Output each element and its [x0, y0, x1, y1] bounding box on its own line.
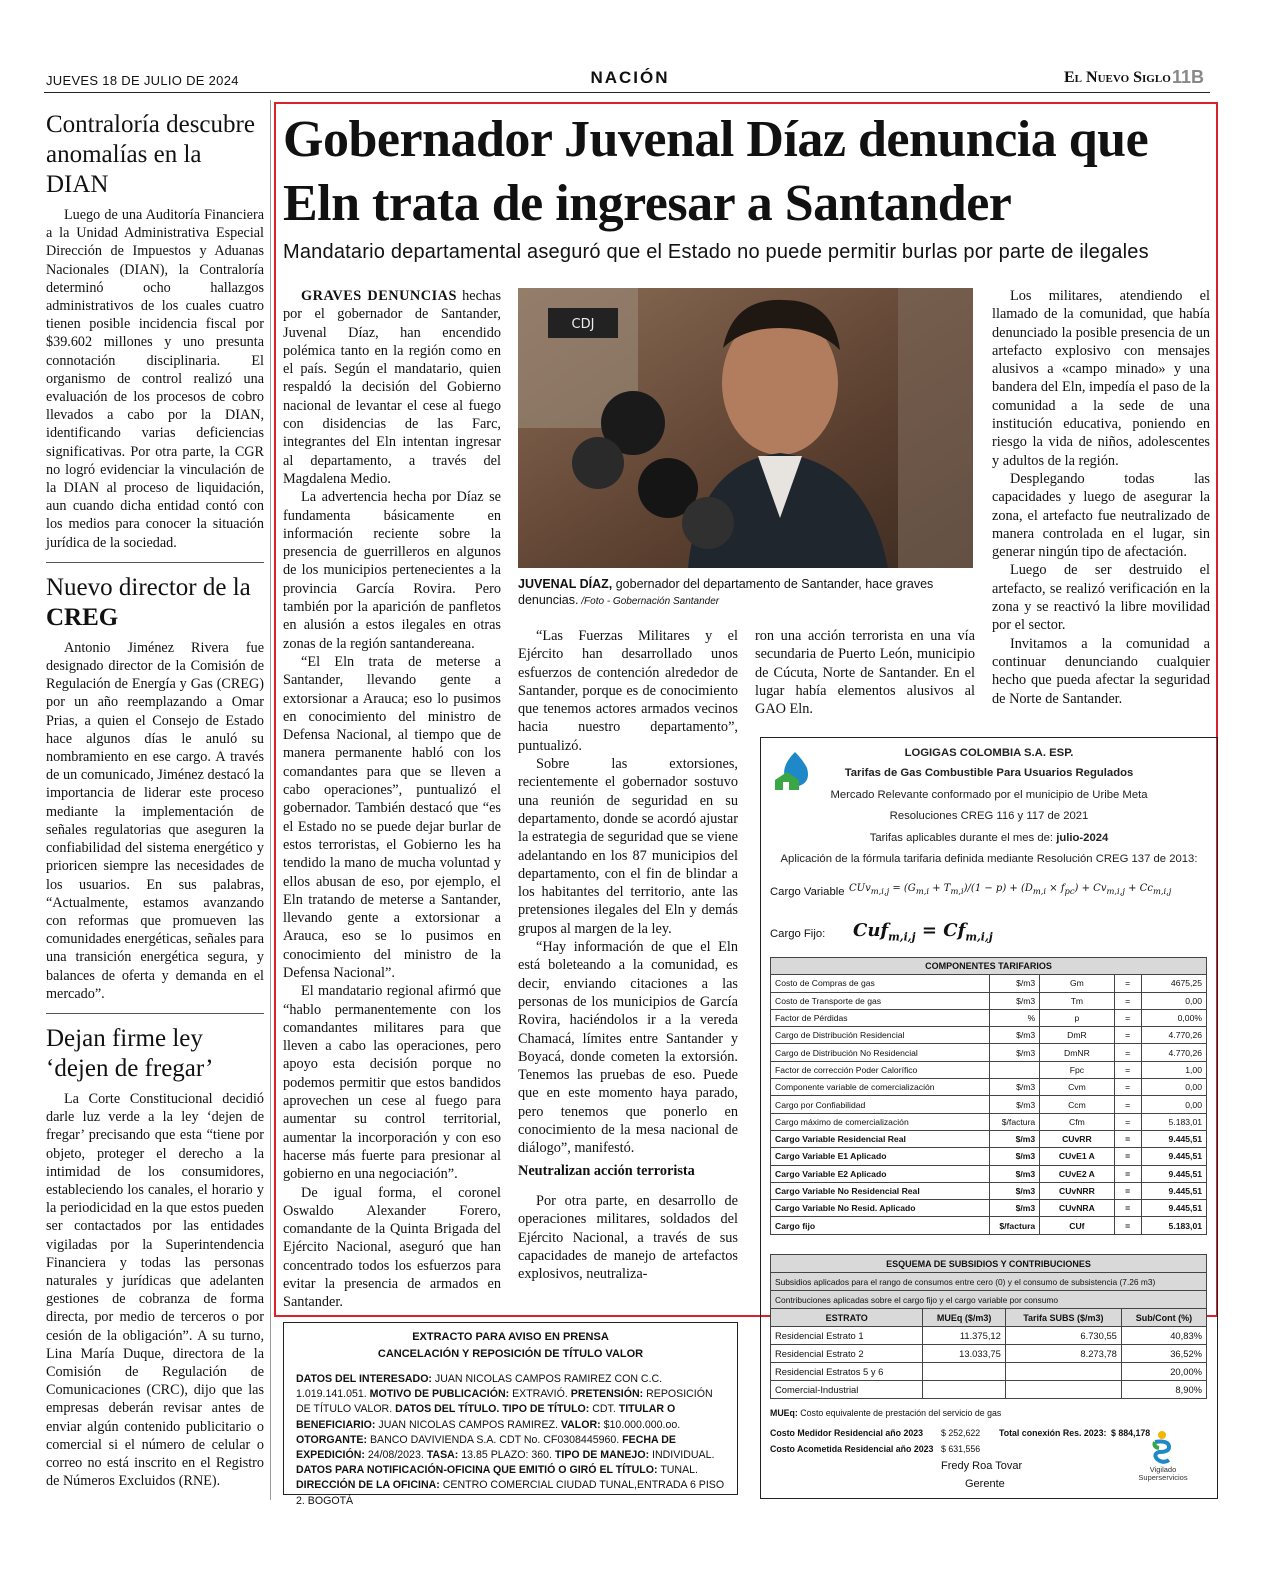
component-symbol: CUf	[1040, 1217, 1114, 1234]
component-name: Cargo de Distribución No Residencial	[771, 1044, 990, 1061]
column-rule	[270, 100, 271, 1500]
component-unit: $/m3	[990, 1027, 1040, 1044]
subsidy-estrato: Residencial Estrato 2	[771, 1345, 923, 1363]
subsidy-mueq	[923, 1381, 1005, 1399]
component-symbol: CUvRR	[1040, 1130, 1114, 1147]
component-value: 0,00	[1141, 1096, 1206, 1113]
component-symbol: CUvE2 A	[1040, 1165, 1114, 1182]
table-row	[771, 1217, 1207, 1234]
subsidy-estrato: Comercial-Industrial	[771, 1381, 923, 1399]
table-row	[771, 1027, 1207, 1044]
article-column-1	[283, 287, 501, 1312]
article-paragraph: Por otra parte, en desarrollo de operaciones militares, soldados del Ejército Nacional, a través de sus capacidades de manejo de artefactos explosivos, neutraliza-	[518, 1192, 738, 1283]
notice-field-value: REPOSICIÓN DE TÍTULO VALOR.	[296, 1388, 713, 1416]
article-paragraph: Desplegando todas las capacidades y luego de asegurar la zona, el artefacto fue neutralizado de manera controlada en el lugar, sin generar ningún tipo de afectación.	[992, 470, 1210, 561]
notice-field-label: OTORGANTE:	[296, 1433, 368, 1446]
superservicios-label: Vigilado Superservicios	[1138, 1465, 1188, 1482]
component-name: Cargo máximo de comercialización	[771, 1113, 990, 1130]
article-paragraph: El mandatario regional afirmó que “hablo permanentemente con los comandantes militares para que lleven a cabo las operaciones, pero apoyo esta decisión porque no podemos permitir que estos bandidos aprovechen un cese al fuego para aumentar su control territorial, aumentar la incorporación y con eso hacerse más fuerte para presionar al gobierno en una negociación”.	[283, 983, 501, 1183]
subsidy-percent: 36,52%	[1121, 1345, 1206, 1363]
notice-body	[296, 1372, 725, 1509]
component-equals: =	[1114, 1200, 1141, 1217]
article-subtitle: Mandatario departamental aseguró que el Estado no puede permitir burlas por parte de ilegales	[283, 241, 1149, 263]
subsidy-percent: 20,00%	[1121, 1363, 1206, 1381]
notice-field-value: BANCO DAVIVIENDA S.A. CDT No. CF0308445960.	[367, 1433, 623, 1446]
article-column-4	[992, 287, 1210, 708]
component-value: 5.183,01	[1141, 1113, 1206, 1130]
tariff-heading: Tarifas de Gas Combustible Para Usuarios Regulados	[844, 767, 1134, 779]
newspaper-name: El Nuevo Siglo	[1064, 69, 1171, 86]
table-header-row	[771, 1255, 1207, 1273]
component-value: 9.445,51	[1141, 1200, 1206, 1217]
article-paragraph: “Hay información de que el Eln está boleteando a la comunidad, es decir, enviando citaciones a las personas de los municipios de García Rovira, haciéndolos ir a la vereda Chamacá, límites entre Santander y Boyacá, donde cometen la extorsión. Tenemos las pruebas de eso. Puede que en este momento haya parado, pero tenemos que ponerlo en conocimiento de la mesa nacional de diálogo”, manifestó.	[518, 939, 738, 1157]
notice-field-label: TITULAR O BENEFICIARIO:	[296, 1403, 676, 1431]
table-row	[771, 992, 1207, 1009]
notice-field-value: EXTRAVIÓ.	[509, 1388, 571, 1401]
article-title: Gobernador Juvenal Díaz denuncia que Eln trata de ingresar a Santander	[283, 111, 1149, 232]
notice-field-value: $10.000.000.oo.	[600, 1418, 681, 1431]
story-headline: Dejan firme ley ‘dejen de fregar’	[46, 1024, 214, 1082]
cargo-fijo-label: Cargo Fijo:	[770, 928, 826, 940]
notice-field-value: TUNAL.	[657, 1464, 698, 1477]
column-header: Sub/Cont (%)	[1121, 1309, 1206, 1327]
table-row	[771, 1148, 1207, 1165]
costo-acometida-label: Costo Acometida Residencial año 2023	[770, 1444, 934, 1454]
component-unit	[990, 1061, 1040, 1078]
article-paragraph: ron una acción terrorista en una vía secundaria de Puerto León, municipio de Cúcuta, Norte de Santander. En el lugar había elementos alusivos al GAO Eln.	[755, 628, 975, 718]
subsidy-mueq	[923, 1363, 1005, 1381]
subsidies-table	[770, 1254, 1207, 1399]
component-equals: =	[1114, 1165, 1141, 1182]
notice-field-label: TASA:	[426, 1449, 459, 1462]
notice-title: EXTRACTO PARA AVISO EN PRENSA	[412, 1331, 609, 1343]
component-symbol: CUvE1 A	[1040, 1148, 1114, 1165]
article-paragraph: De igual forma, el coronel Oswaldo Alexander Forero, comandante de la Quinta Brigada del Ejército Nacional, aseguró que han concentrado todos los esfuerzos para evitar la presencia de armados en Santander.	[283, 1184, 501, 1311]
component-unit: $/m3	[990, 1182, 1040, 1199]
story-paragraph: La Corte Constitucional decidió darle luz verde a la ley ‘dejen de fregar’ precisando que esta “tiene por objeto, proteger el derecho a la intimidad de los consumidores, estableciendo los canales, el horario y la periodicidad en la que estos pueden ser contactados por las entidades vigiladas por la Superintendencia Financiera y todas las personas naturales y jurídicas que adelanten gestiones de cobranza de forma directa, por medio de terceros o por cesión de la obligación”. A su turno, Lina María Duque, directora de la Comisión de Regulación de Comunicaciones (CRC), dijo que las empresas deberán revisar antes de enviar algún contenido publicitario o comercial si el número de celular o correo no está inscrito en el Registro de Números Excluidos (RNE).	[46, 1090, 264, 1490]
component-value: 9.445,51	[1141, 1165, 1206, 1182]
component-equals: =	[1114, 1079, 1141, 1096]
table-row	[771, 1061, 1207, 1078]
subsidy-tarifa	[1005, 1381, 1121, 1399]
subsidy-estrato: Residencial Estrato 1	[771, 1327, 923, 1345]
column-header: Tarifa SUBS ($/m3)	[1005, 1309, 1121, 1327]
signer-name: Fredy Roa Tovar	[941, 1460, 1023, 1472]
notice-field-label: MOTIVO DE PUBLICACIÓN:	[369, 1388, 510, 1401]
component-equals: =	[1114, 1148, 1141, 1165]
subsidy-mueq: 13.033,75	[923, 1345, 1005, 1363]
tariff-company: LOGIGAS COLOMBIA S.A. ESP.	[904, 747, 1074, 759]
governor-photo-illustration	[518, 288, 973, 568]
component-name: Costo de Compras de gas	[771, 975, 990, 992]
component-equals: =	[1114, 1061, 1141, 1078]
component-equals: =	[1114, 975, 1141, 992]
component-name: Cargo Variable E2 Aplicado	[771, 1165, 990, 1182]
column-header: ESTRATO	[771, 1309, 923, 1327]
component-name: Cargo Variable No Resid. Aplicado	[771, 1200, 990, 1217]
tariff-formula-note: Aplicación de la fórmula tarifaria definida mediante Resolución CREG 137 de 2013:	[780, 853, 1198, 865]
component-equals: =	[1114, 1130, 1141, 1147]
component-unit: $/m3	[990, 1148, 1040, 1165]
component-symbol: DmNR	[1040, 1044, 1114, 1061]
table-row	[771, 1130, 1207, 1147]
notice-field-label: PRETENSIÓN:	[570, 1388, 644, 1401]
component-value: 0,00%	[1141, 1009, 1206, 1026]
mic-label: CDJ	[571, 317, 595, 332]
subsidies-note: Subsidios aplicados para el rango de consumos entre cero (0) y el consumo de subsistencia (7.26 m3)	[771, 1273, 1207, 1291]
notice-field-label: VALOR:	[560, 1418, 601, 1431]
component-unit: $/m3	[990, 1096, 1040, 1113]
component-name: Factor de Pérdidas	[771, 1009, 990, 1026]
components-table	[770, 957, 1207, 1235]
component-value: 9.445,51	[1141, 1148, 1206, 1165]
component-name: Cargo por Confiabilidad	[771, 1096, 990, 1113]
article-column-2	[518, 627, 738, 1283]
component-value: 4.770,26	[1141, 1044, 1206, 1061]
photo-credit: /Foto - Gobernación Santander	[578, 596, 720, 607]
component-value: 4675,25	[1141, 975, 1206, 992]
column-header: MUEq ($/m3)	[923, 1309, 1005, 1327]
table-row	[771, 1165, 1207, 1182]
costo-medidor-label: Costo Medidor Residencial año 2023	[770, 1428, 924, 1438]
component-name: Cargo Variable E1 Aplicado	[771, 1148, 990, 1165]
component-unit: $/m3	[990, 975, 1040, 992]
component-value: 5.183,01	[1141, 1217, 1206, 1234]
costo-acometida-value: $ 631,556	[941, 1444, 981, 1454]
table-row	[771, 1381, 1207, 1399]
article-paragraph: Invitamos a la comunidad a continuar denunciando cualquier hecho que pueda afectar la seguridad de Norte de Santander.	[992, 635, 1210, 707]
subsidy-estrato: Residencial Estratos 5 y 6	[771, 1363, 923, 1381]
component-symbol: Ccm	[1040, 1096, 1114, 1113]
subsidy-tarifa: 8.273,78	[1005, 1345, 1121, 1363]
table-header-row	[771, 1309, 1207, 1327]
component-symbol: Tm	[1040, 992, 1114, 1009]
story-paragraph: Antonio Jiménez Rivera fue designado director de la Comisión de Regulación de Energía y Gas (CREG) por un año reemplazando a Omar Prias, a quien el Consejo de Estado hace algunos días le anuló su nombramiento en ese cargo. A través de un comunicado, Jiménez destacó la importancia de liderar este proceso mediante la implementación de señales regulatorias que aseguren la confiabilidad del sistema energético y prioricen siempre las necesidades de los usuarios. En sus palabras, “Actualmente, estamos avanzando con reformas que promueven las comunidades energéticas, señales para una transición energética segura, y balances de oferta y demanda en el mercado”.	[46, 639, 264, 1002]
signer-role: Gerente	[965, 1478, 1005, 1490]
component-name: Componente variable de comercialización	[771, 1079, 990, 1096]
article-paragraph: Sobre las extorsiones, recientemente el gobernador sostuvo una reunión de seguridad en su departamento, donde se acordó ajustar la estrategia de seguridad que se viene adelantando en los 87 municipios del departamento, con el fin de blindar a los habitantes del territorio, ante las pretensiones ilegales del Eln y demás grupos al margen de la ley.	[518, 756, 738, 937]
issue-date: JUEVES 18 DE JULIO DE 2024	[46, 73, 239, 88]
mueq-note: MUEq: Costo equivalente de prestación del servicio de gas	[770, 1408, 1002, 1418]
component-equals: =	[1114, 1217, 1141, 1234]
component-equals: =	[1114, 992, 1141, 1009]
subsidy-tarifa: 6.730,55	[1005, 1327, 1121, 1345]
notice-field-label: DATOS PARA NOTIFICACIÓN-OFICINA QUE EMITIÓ O GIRÓ EL TÍTULO:	[296, 1464, 658, 1477]
table-row	[771, 1291, 1207, 1309]
tariff-resolutions: Resoluciones CREG 116 y 117 de 2021	[889, 810, 1089, 822]
header-rule	[44, 92, 1210, 93]
component-unit: $/m3	[990, 1079, 1040, 1096]
cargo-fijo-formula: $Cuf_{m,i,j} = Cf_{m,i,j}$	[853, 920, 993, 944]
story-divider	[46, 1013, 264, 1014]
component-equals: =	[1114, 1009, 1141, 1026]
notice-field-value: INDIVIDUAL.	[649, 1449, 715, 1462]
article-paragraph: GRAVES DENUNCIAS hechas por el gobernador de Santander, Juvenal Díaz, han encendido polémica tanto en la región como en el país. Según el mandatario, quien respaldó la decisión del Gobierno nacional de levantar el cese al fuego con disidencias de las Farc, integrantes del Eln intentan ingresar al departamento, a través del Magdalena Medio.	[283, 288, 502, 487]
notice-subtitle: CANCELACIÓN Y REPOSICIÓN DE TÍTULO VALOR	[377, 1348, 644, 1360]
costo-medidor-value: $ 252,622	[941, 1428, 981, 1438]
component-unit: $/factura	[990, 1217, 1040, 1234]
subsidy-percent: 40,83%	[1121, 1327, 1206, 1345]
component-equals: =	[1114, 1096, 1141, 1113]
component-symbol: Cfm	[1040, 1113, 1114, 1130]
photo-caption: JUVENAL DÍAZ, gobernador del departamento de Santander, hace graves denuncias. /Foto - Gobernación Santander	[518, 577, 934, 607]
component-equals: =	[1114, 1027, 1141, 1044]
component-symbol: Gm	[1040, 975, 1114, 992]
component-name: Cargo fijo	[771, 1217, 990, 1234]
subsidies-title: ESQUEMA DE SUBSIDIOS Y CONTRIBUCIONES	[771, 1255, 1207, 1273]
table-row	[771, 1363, 1207, 1381]
component-value: 9.445,51	[1141, 1182, 1206, 1199]
story-headline: Nuevo director de la CREG	[46, 573, 251, 631]
component-symbol: CUvNRA	[1040, 1200, 1114, 1217]
table-row	[771, 1200, 1207, 1217]
component-unit: $/factura	[990, 1113, 1040, 1130]
table-header-row	[771, 958, 1207, 975]
article-paragraph: Los militares, atendiendo el llamado de la comunidad, que había denunciado la posible presencia de un artefacto explosivo con mensajes alusivos a «campo minado» y una bandera del Eln, impedía el paso de la comunidad a la sede de una institución educativa, poniendo en riesgo la vida de niños, adolescentes y adultos de la región.	[992, 288, 1210, 469]
table-row	[771, 1273, 1207, 1291]
notice-field-label: FECHA DE EXPEDICIÓN:	[296, 1433, 676, 1462]
components-title: COMPONENTES TARIFARIOS	[771, 958, 1207, 975]
cargo-variable-formula: $CUv_{m,i,j} = (G_{m,i} + T_{m,i})/(1 - p) + (D_{m,i} \times f_{pc}) + Cv_{m,i,j} + Cc_{m,i,j}$	[849, 883, 1172, 896]
table-row	[771, 1327, 1207, 1345]
article-paragraph: Luego de ser destruido el artefacto, se realizó verificación en la zona y se reactivó la libre movilidad por el sector.	[992, 562, 1210, 634]
component-unit: %	[990, 1009, 1040, 1026]
component-name: Factor de corrección Poder Calorífico	[771, 1061, 990, 1078]
notice-field-label: DATOS DEL INTERESADO:	[296, 1373, 432, 1385]
component-unit: $/m3	[990, 1200, 1040, 1217]
component-symbol: Fpc	[1040, 1061, 1114, 1078]
component-value: 4.770,26	[1141, 1027, 1206, 1044]
page-number: 11B	[1172, 67, 1205, 87]
sidebar	[46, 110, 264, 1490]
superservicios-logo-icon	[1151, 1430, 1173, 1464]
component-symbol: DmR	[1040, 1027, 1114, 1044]
tariff-market: Mercado Relevante conformado por el municipio de Uribe Meta	[830, 789, 1148, 801]
story-divider	[46, 562, 264, 563]
table-row	[771, 1096, 1207, 1113]
component-unit: $/m3	[990, 1165, 1040, 1182]
component-name: Costo de Transporte de gas	[771, 992, 990, 1009]
notice-field-value: 24/08/2023.	[364, 1449, 427, 1462]
table-row	[771, 1345, 1207, 1363]
article-lead: GRAVES DENUNCIAS	[301, 288, 457, 304]
component-name: Cargo Variable Residencial Real	[771, 1130, 990, 1147]
section-name: NACIÓN	[590, 68, 670, 87]
component-equals: =	[1114, 1044, 1141, 1061]
component-name: Cargo Variable No Residencial Real	[771, 1182, 990, 1199]
tariff-notice	[760, 737, 1218, 1499]
component-unit: $/m3	[990, 1044, 1040, 1061]
component-name: Cargo de Distribución Residencial	[771, 1027, 990, 1044]
notice-field-label: TIPO DE MANEJO:	[554, 1449, 650, 1462]
component-unit: $/m3	[990, 992, 1040, 1009]
notice-field-value: CDT.	[589, 1403, 619, 1416]
subsidies-note: Contribuciones aplicadas sobre el cargo fijo y el cargo variable por consumo	[771, 1291, 1207, 1309]
cargo-variable-label: Cargo Variable	[770, 886, 845, 898]
subsidy-tarifa	[1005, 1363, 1121, 1381]
notice-field-value: JUAN NICOLAS CAMPOS RAMIREZ.	[375, 1418, 561, 1431]
table-row	[771, 1079, 1207, 1096]
notice-field-label: DIRECCIÓN DE LA OFICINA:	[296, 1479, 440, 1492]
story-paragraph: Luego de una Auditoría Financiera a la Unidad Administrativa Especial Dirección de Impuestos y Aduanas Nacionales (DIAN), la Contraloría determinó ocho hallazgos administrativos de los cuales cuatro tienen posible incidencia fiscal por $39.602 millones y uno presunta connotación disciplinaria. El organismo de control realizó una evaluación de los procesos de cobro llevados a cabo por la DIAN, identificando varias deficiencias significativas. Por otra parte, la CGR no logró evidenciar la vinculación de la DIAN al proceso de liquidación, aun cuando dicha entidad contó con los medios para conocer la situación jurídica de la sociedad.	[46, 207, 264, 551]
tariff-month: Tarifas aplicables durante el mes de: julio-2024	[869, 832, 1109, 844]
article-paragraph: “El Eln trata de meterse a Santander, llevando gente a extorsionar a Arauca; eso lo pusimos en conocimiento del ministro de Defensa Nacional, al tiempo que de manera permanente habló con los comandantes para que se lleven a cabo operaciones”, puntualizó el gobernador. También destacó que “es el Estado no se puede dejar burlar de estos terroristas, el Gobierno les ha tendido la mano de mucha voluntad y ellos abusan de eso, por ejemplo, el Eln tratando de meterse a Santander, llevando gente a extorsionar a Arauca, eso se lo pusimos en conocimiento del ministro de la Defensa Nacional”.	[283, 653, 501, 981]
notice-field-value: CENTRO COMERCIAL CIUDAD TUNAL,ENTRADA 6 PISO 2. BOGOTÁ	[296, 1479, 725, 1507]
component-symbol: p	[1040, 1009, 1114, 1026]
notice-field-value: 13.85 PLAZO: 360.	[458, 1449, 555, 1462]
component-value: 9.445,51	[1141, 1130, 1206, 1147]
total-conexion-label: Total conexión Res. 2023:	[999, 1428, 1107, 1438]
notice-field-label: DATOS DEL TÍTULO. TIPO DE TÍTULO:	[395, 1403, 590, 1416]
component-equals: =	[1114, 1182, 1141, 1199]
component-equals: =	[1114, 1113, 1141, 1130]
component-symbol: CUvNRR	[1040, 1182, 1114, 1199]
subsidy-mueq: 11.375,12	[923, 1327, 1005, 1345]
article-subhead: Neutralizan acción terrorista	[518, 1162, 695, 1179]
article-photo	[518, 288, 973, 568]
table-row	[771, 975, 1207, 992]
total-conexion-value: $ 884,178	[1111, 1428, 1151, 1438]
notice-field-value: JUAN NICOLAS CAMPOS RAMIREZ CON C.C. 1.019.141.051.	[296, 1373, 663, 1401]
table-row	[771, 1182, 1207, 1199]
table-row	[771, 1009, 1207, 1026]
article-paragraph: La advertencia hecha por Díaz se fundamenta básicamente en información reciente sobre la presencia de guerrilleros en algunos de los municipios pertenecientes a la provincia García Rovira. Pero también por la aparición de panfletos en alusión a estos ilegales en otras zonas de la región santandereana.	[283, 489, 501, 652]
article-paragraph: “Las Fuerzas Militares y el Ejército han desarrollado unos esfuerzos de contención alrededor de Santander, porque es de conocimiento que tenemos actores armados vecinos hacia nuestro departamento”, puntualizó.	[518, 628, 738, 754]
component-value: 0,00	[1141, 992, 1206, 1009]
article-column-3	[755, 627, 975, 718]
component-unit: $/m3	[990, 1130, 1040, 1147]
subsidy-percent: 8,90%	[1121, 1381, 1206, 1399]
component-symbol: Cvm	[1040, 1079, 1114, 1096]
story-headline: Contraloría descubre anomalías en la DIAN	[46, 111, 255, 198]
table-row	[771, 1044, 1207, 1061]
legal-notice	[283, 1322, 738, 1507]
table-row	[771, 1113, 1207, 1130]
component-value: 1,00	[1141, 1061, 1206, 1078]
component-value: 0,00	[1141, 1079, 1206, 1096]
